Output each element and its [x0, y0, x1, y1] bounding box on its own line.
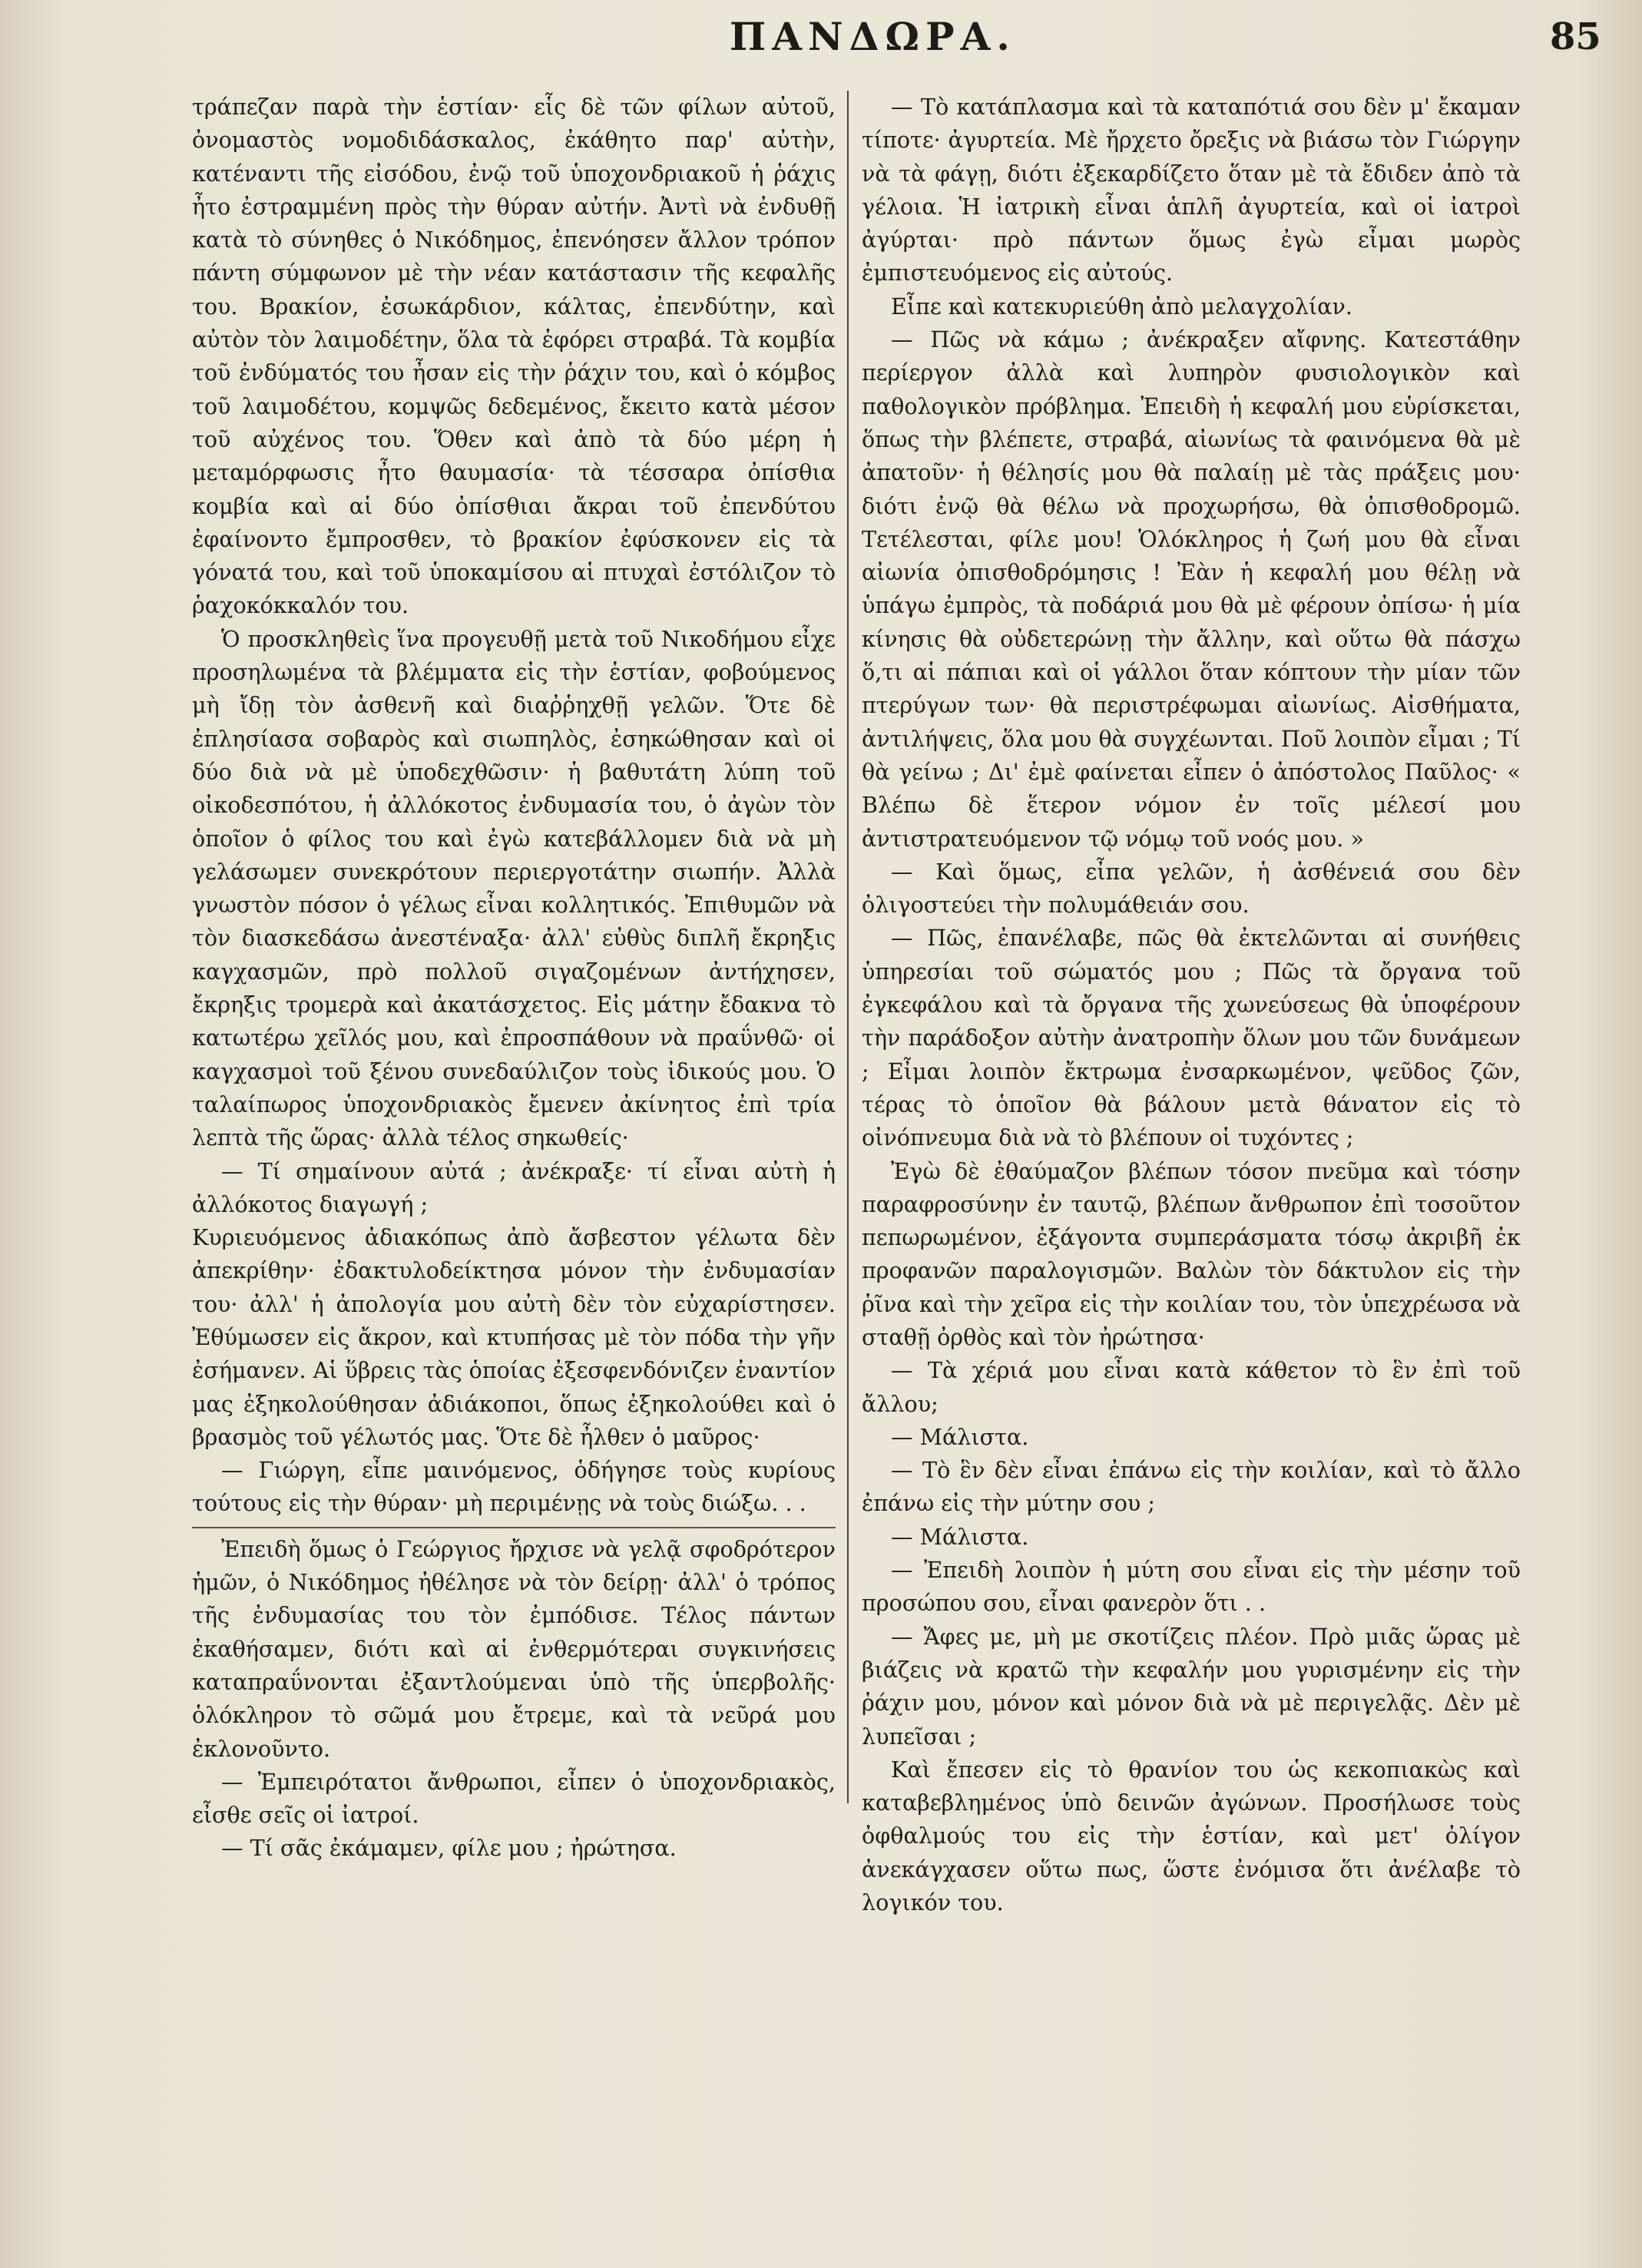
dialogue-line: — Τί σημαίνουν αὐτά ; ἀνέκραξε· τί εἶναι αὐτὴ ἡ ἀλλόκοτος διαγωγή ;: [192, 1157, 836, 1217]
dialogue-line: — Ἄφες με, μὴ με σκοτίζεις πλέον. Πρὸ μιᾶς ὥρας μὲ βιάζεις νὰ κρατῶ τὴν κεφαλήν μου γυρισμένην εἰς τὴν ῥάχιν μου, μόνον καὶ μόνον διὰ νὰ μὲ περιγελᾷς. Δὲν μὲ λυπεῖσαι ;: [862, 1623, 1521, 1750]
page-number: 85: [1550, 15, 1601, 58]
dialogue-line: — Ἐμπειρότατοι ἄνθρωποι, εἶπεν ὁ ὑποχονδριακὸς, εἶσθε σεῖς οἱ ἰατροί.: [192, 1768, 836, 1829]
column-divider: [847, 91, 849, 1803]
paragraph: Εἶπε καὶ κατεκυριεύθη ἀπὸ μελαγχολίαν.: [891, 293, 1352, 320]
paragraph: Ὁ προσκληθεὶς ἵνα προγευθῇ μετὰ τοῦ Νικοδήμου εἶχε προσηλωμένα τὰ βλέμματα εἰς τὴν ἑστίαν, φοβούμενος μὴ ἴδῃ τὸν ἀσθενῆ καὶ διαῤῥηχθῇ γελῶν. Ὅτε δὲ ἐπλησίασα σοβαρὸς καὶ σιωπηλὸς, ἐσηκώθησαν καὶ οἱ δύο διὰ νὰ μὲ ὑποδεχθῶσιν· ἡ βαθυτάτη λύπη τοῦ οἰκοδεσπότου, ἡ ἀλλόκοτος ἐνδυμασία του, ὁ ἀγὼν τὸν ὁποῖον ὁ φίλος του καὶ ἐγὼ κατεβάλλομεν διὰ νὰ μὴ γελάσωμεν συνεκρότουν περιεργοτάτην σιωπήν. Ἀλλὰ γνωστὸν πόσον ὁ γέλως εἶναι κολλητικός. Ἐπιθυμῶν νὰ τὸν διασκεδάσω ἀνεστέναξα· ἀλλ' εὐθὺς διπλῆ ἔκρηξις καγχασμῶν, πρὸ πολλοῦ σιγαζομένων ἀντήχησεν, ἔκρηξις τρομερὰ καὶ ἀκατάσχετος. Εἰς μάτην ἔδακνα τὸ κατωτέρω χεῖλός μου, καὶ ἐπροσπάθουν νὰ πραΰνθῶ· οἱ καγχασμοὶ τοῦ ξένου συνεδαύλιζον τοὺς ἰδικούς μου. Ὁ ταλαίπωρος ὑποχονδριακὸς ἔμενεν ἀκίνητος ἐπὶ τρία λεπτὰ τῆς ὥρας· ἀλλὰ τέλος σηκωθείς·: [192, 625, 836, 1151]
page-header: [0, 0, 1642, 96]
paragraph: Ἐγὼ δὲ ἐθαύμαζον βλέπων τόσον πνεῦμα καὶ τόσην παραφροσύνην ἐν ταυτῷ, βλέπων ἄνθρωπον ἐπὶ τοσοῦτον πεπωρωμένον, ἐξάγοντα συμπεράσματα τόσῳ ἀκριβῆ ἐκ προφανῶν παραλογισμῶν. Βαλὼν τὸν δάκτυλον εἰς τὴν ῥῖνα καὶ τὴν χεῖρα εἰς τὴν κοιλίαν του, τὸν ὑπεχρέωσα νὰ σταθῇ ὀρθὸς καὶ τὸν ἠρώτησα·: [862, 1157, 1521, 1350]
dialogue-line: — Τὸ κατάπλασμα καὶ τὰ καταπότιά σου δὲν μ' ἔκαμαν τίποτε· ἀγυρτεία. Μὲ ἤρχετο ὄρεξις νὰ βιάσω τὸν Γιώργην νὰ τὰ φάγῃ, διότι ἐξεκαρδίζετο ὅταν μὲ τὰ ἔδιδεν ἀπὸ τὰ γέλοια. Ἡ ἰατρικὴ εἶναι ἁπλῆ ἀγυρτεία, καὶ οἱ ἰατροὶ ἀγύρται· πρὸ πάντων ὅμως ἐγὼ εἶμαι μωρὸς ἐμπιστευόμενος εἰς αὐτούς.: [862, 94, 1521, 286]
section-divider: [192, 1527, 836, 1528]
dialogue-line: — Τὸ ἓν δὲν εἶναι ἐπάνω εἰς τὴν κοιλίαν, καὶ τὸ ἄλλο ἐπάνω εἰς τὴν μύτην σου ;: [862, 1457, 1521, 1517]
paragraph: Κυριευόμενος ἀδιακόπως ἀπὸ ἄσβεστον γέλωτα δὲν ἀπεκρίθην· ἐδακτυλοδείκτησα μόνον τὴν ἐνδυμασίαν του· ἀλλ' ἡ ἀπολογία μου αὐτὴ δὲν τὸν εὐχαρίστησεν. Ἐθύμωσεν εἰς ἄκρον, καὶ κτυπήσας μὲ τὸν πόδα τὴν γῆν ἐσήμανεν. Αἱ ὕβρεις τὰς ὁποίας ἐξεσφενδόνιζεν ἐναντίον μας ἐξηκολούθησαν ἀδιάκοποι, ὅπως ἐξηκολούθει καὶ ὁ βρασμὸς τοῦ γέλωτός μας. Ὅτε δὲ ἦλθεν ὁ μαῦρος·: [192, 1224, 836, 1450]
dialogue-line: — Καὶ ὅμως, εἶπα γελῶν, ἡ ἀσθένειά σου δὲν ὀλιγοστεύει τὴν πολυμάθειάν σου.: [862, 858, 1521, 919]
dialogue-line: — Τί σᾶς ἐκάμαμεν, φίλε μου ; ἠρώτησα.: [221, 1835, 677, 1862]
paragraph: τράπεζαν παρὰ τὴν ἑστίαν· εἷς δὲ τῶν φίλων αὐτοῦ, ὀνομαστὸς νομοδιδάσκαλος, ἐκάθητο παρ' αὐτὴν, κατέναντι τῆς εἰσόδου, ἐνῷ τοῦ ὑποχονδριακοῦ ἡ ῥάχις ἦτο ἐστραμμένη πρὸς τὴν θύραν αὐτήν. Ἀντὶ νὰ ἐνδυθῇ κατὰ τὸ σύνηθες ὁ Νικόδημος, ἐπενόησεν ἄλλον τρόπον πάντη σύμφωνον μὲ τὴν νέαν κατάστασιν τῆς κεφαλῆς του. Βρακίον, ἐσωκάρδιον, κάλτας, ἐπενδύτην, καὶ αὐτὸν τὸν λαιμοδέτην, ὅλα τὰ ἐφόρει στραβά. Τὰ κομβία τοῦ ἐνδύματός του ἦσαν εἰς τὴν ῥάχιν του, καὶ ὁ κόμβος τοῦ λαιμοδέτου, κομψῶς δεδεμένος, ἔκειτο κατὰ μέσον τοῦ αὐχένος του. Ὅθεν καὶ ἀπὸ τὰ δύο μέρη ἡ μεταμόρφωσις ἦτο θαυμασία· τὰ τέσσαρα ὀπίσθια κομβία καὶ αἱ δύο ὀπίσθιαι ἄκραι τοῦ ἐπενδύτου ἐφαίνοντο ἔμπροσθεν, τὸ βρακίον ἐφύσκονεν εἰς τὰ γόνατά του, καὶ τοῦ ὑποκαμίσου αἱ πτυχαὶ ἐστόλιζον τὸ ῥαχοκόκκαλόν του.: [192, 94, 836, 619]
dialogue-line: — Πῶς νὰ κάμω ; ἀνέκραξεν αἴφνης. Κατεστάθην περίεργον ἀλλὰ καὶ λυπηρὸν φυσιολογικὸν καὶ παθολογικὸν πρόβλημα. Ἐπειδὴ ἡ κεφαλή μου εὑρίσκεται, ὅπως τὴν βλέπετε, στραβά, αἰωνίως τὰ φαινόμενα θὰ μὲ ἀπατοῦν· ἡ θέλησίς μου θὰ παλαίῃ μὲ τὰς πράξεις μου· διότι ἐνῷ θὰ θέλω νὰ προχωρήσω, θὰ ὀπισθοδρομῶ. Τετέλεσται, φίλε μου! Ὁλόκληρος ἡ ζωή μου θὰ εἶναι αἰωνία ὀπισθοδρόμησις ! Ἐὰν ἡ κεφαλή μου θέλῃ νὰ ὑπάγω ἐμπρὸς, τὰ ποδάριά μου θὰ μὲ φέρουν ὀπίσω· ἡ μία κίνησις θὰ οὐδετερώνῃ τὴν ἄλλην, καὶ οὕτω θὰ πάσχω ὅ,τι αἱ πάπιαι καὶ οἱ γάλλοι ὅταν κόπτουν τὴν μίαν τῶν πτερύγων των· θὰ περιστρέφωμαι αἰωνίως. Αἰσθήματα, ἀντιλήψεις, ὅλα μου θὰ συγχέωνται. Ποῦ λοιπὸν εἶμαι ; Τί θὰ γείνω ; Δι' ἐμὲ φαίνεται εἶπεν ὁ ἀπόστολος Παῦλος· « Βλέπω δὲ ἕτερον νόμον ἐν τοῖς μέλεσί μου ἀντιστρατευόμενον τῷ νόμῳ τοῦ νοός μου. »: [862, 326, 1521, 852]
paragraph: Καὶ ἔπεσεν εἰς τὸ θρανίον του ὡς κεκοπιακὼς καὶ καταβεβλημένος ὑπὸ δεινῶν ἀγώνων. Προσήλωσε τοὺς ὀφθαλμούς του εἰς τὴν ἑστίαν, καὶ μετ' ὀλίγον ἀνεκάγχασεν οὕτω πως, ὥστε ἐνόμισα ὅτι ἀνέλαβε τὸ λογικόν του.: [862, 1756, 1521, 1916]
dialogue-line: — Πῶς, ἐπανέλαβε, πῶς θὰ ἐκτελῶνται αἱ συνήθεις ὑπηρεσίαι τοῦ σώματός μου ; Πῶς τὰ ὄργανα τοῦ ἐγκεφάλου καὶ τὰ ὄργανα τῆς χωνεύσεως θὰ ὑποφέρουν τὴν παράδοξον αὐτὴν ἀνατροπὴν ὅλων μου τῶν δυνάμεων ; Εἶμαι λοιπὸν ἔκτρωμα ἐνσαρκωμένον, ψεῦδος ζῶν, τέρας τὸ ὁποῖον θὰ βάλουν μετὰ θάνατον εἰς τὸ οἰνόπνευμα διὰ νὰ τὸ βλέπουν οἱ τυχόντες ;: [862, 925, 1521, 1151]
left-column: [192, 91, 836, 2256]
dialogue-line: — Ἐπειδὴ λοιπὸν ἡ μύτη σου εἶναι εἰς τὴν μέσην τοῦ προσώπου σου, εἶναι φανερὸν ὅτι . .: [862, 1557, 1521, 1617]
running-title: ΠΑΝΔΩΡΑ.: [730, 14, 1016, 59]
paragraph: Ἐπειδὴ ὅμως ὁ Γεώργιος ἤρχισε νὰ γελᾷ σφοδρότερον ἡμῶν, ὁ Νικόδημος ἠθέλησε νὰ τὸν δείρῃ· ἀλλ' ὁ τρόπος τῆς ἐνδυμασίας του τὸν ἐμπόδισε. Τέλος πάντων ἐκαθήσαμεν, διότι καὶ αἱ ἐνθερμότεραι συγκινήσεις καταπραΰνονται ἐξαντλούμεναι ὑπὸ τῆς ὑπερβολῆς· ὁλόκληρον τὸ σῶμά μου ἔτρεμε, καὶ τὰ νεῦρά μου ἐκλονοῦντο.: [192, 1535, 836, 1762]
dialogue-line: — Τὰ χέριά μου εἶναι κατὰ κάθετον τὸ ἓν ἐπὶ τοῦ ἄλλου;: [862, 1357, 1521, 1417]
dialogue-line: — Μάλιστα.: [891, 1523, 1029, 1550]
right-column: [862, 91, 1521, 2256]
dialogue-line: — Μάλιστα.: [891, 1423, 1029, 1450]
dialogue-line: — Γιώργη, εἶπε μαινόμενος, ὁδήγησε τοὺς κυρίους τούτους εἰς τὴν θύραν· μὴ περιμένῃς νὰ τοὺς διώξω. . .: [192, 1457, 836, 1517]
